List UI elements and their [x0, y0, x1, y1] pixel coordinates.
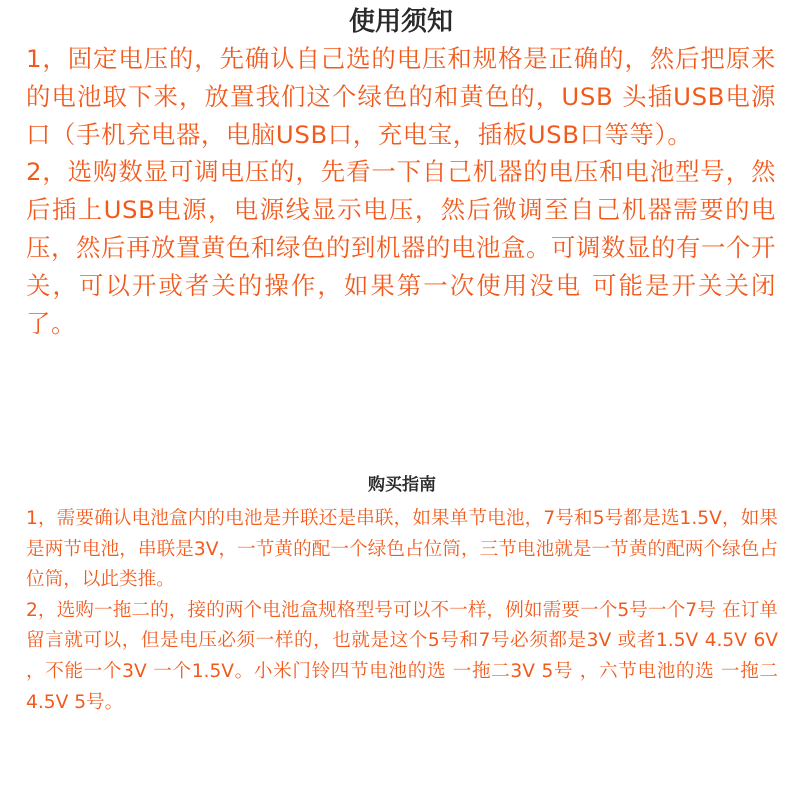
- purchase-guide-section: [26, 472, 778, 718]
- usage-notice-title: 使用须知: [348, 7, 453, 37]
- purchase-guide-body: [26, 504, 778, 718]
- purchase-guide-title: 购买指南: [368, 475, 436, 495]
- guide-item-one-to-two: 2，选购一拖二的，接的两个电池盒规格型号可以不一样，例如需要一个5号一个7号 在订单留言就可以，但是电压必须一样的，也就是这个5号和7号必须都是3V 或者1.5V 4.5V 6V ，不能一个3V 一个1.5V。小米门铃四节电池的选 一拖二3V 5号 ，六节电池的选 一拖二4.5V 5号。: [26, 599, 778, 713]
- guide-item-series-parallel: 1，需要确认电池盒内的电池是并联还是串联，如果单节电池，7号和5号都是选1.5V，如果是两节电池，串联是3V，一节黄的配一个绿色占位筒，三节电池就是一节黄的配两个绿色占位筒，以此类推。: [26, 508, 778, 591]
- usage-notice-body: [26, 40, 776, 342]
- usage-item-adjustable-voltage: 2，选购数显可调电压的，先看一下自己机器的电压和电池型号，然后插上USB电源，电源线显示电压，然后微调至自己机器需要的电压，然后再放置黄色和绿色的到机器的电池盒。可调数显的有一个开关，可以开或者关的操作，如果第一次使用没电 可能是开关关闭了。: [26, 157, 776, 338]
- usage-notice-section: [26, 4, 776, 342]
- usage-item-fixed-voltage: 1，固定电压的，先确认自己选的电压和规格是正确的，然后把原来的电池取下来，放置我们这个绿色的和黄色的，USB 头插USB电源口（手机充电器，电脑USB口，充电宝，插板USB口等等）。: [26, 44, 776, 149]
